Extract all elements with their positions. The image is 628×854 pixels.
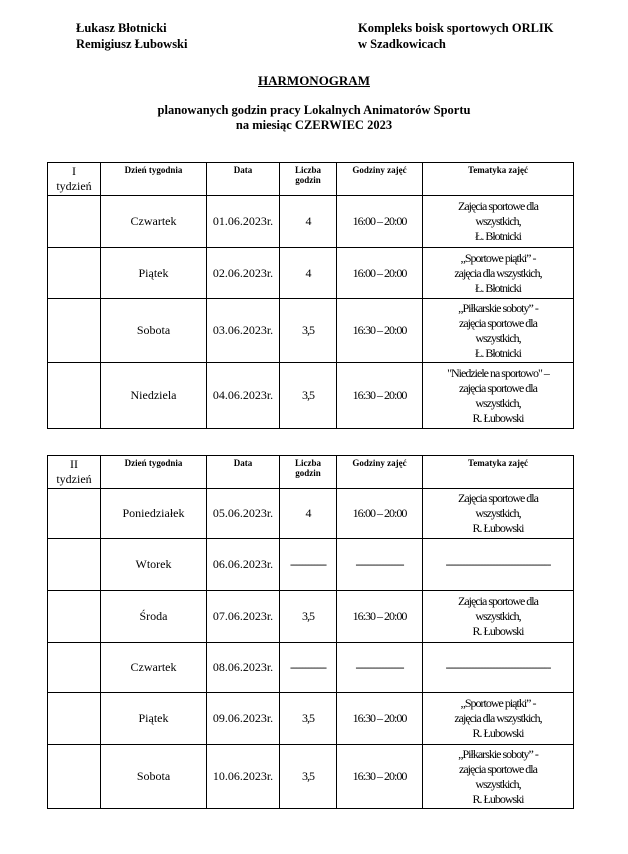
cell-hours: 3,5	[280, 299, 337, 363]
topic-line: R. Łubowski	[472, 726, 524, 740]
cell-time: 16:30 – 20:00	[337, 299, 423, 363]
author-names	[76, 20, 187, 52]
week-label-spacer	[48, 489, 101, 539]
column-header: Liczba godzin	[280, 456, 337, 489]
cell-time: ----------------	[337, 643, 423, 693]
topic-line: -----------------------------------	[445, 557, 551, 571]
cell-time: 16:30 – 20:00	[337, 693, 423, 745]
cell-day: Wtorek	[101, 539, 207, 591]
cell-time: 16:00 – 20:00	[337, 248, 423, 299]
cell-day: Niedziela	[101, 363, 207, 429]
cell-topic	[423, 489, 574, 539]
facility-line: w Szadkowicach	[358, 37, 446, 51]
facility-name	[358, 20, 554, 52]
topic-line: „Sportowe piątki” -	[460, 250, 536, 265]
topic-line: wszystkich,	[475, 506, 521, 520]
cell-topic	[423, 248, 574, 299]
topic-line: wszystkich,	[475, 330, 521, 345]
cell-day: Środa	[101, 591, 207, 643]
topic-line: zajęcia sportowe dla	[459, 761, 537, 776]
column-header: Godziny zajęć	[337, 163, 423, 196]
topic-line: wszystkich,	[475, 214, 521, 228]
week-label-spacer	[48, 196, 101, 248]
column-header: Liczba godzin	[280, 163, 337, 196]
cell-hours: 3,5	[280, 693, 337, 745]
topic-line: Zajęcia sportowe dla	[458, 594, 538, 608]
subtitle-line: planowanych godzin pracy Lokalnych Animatorów Sportu	[157, 103, 471, 117]
week-label-spacer	[48, 643, 101, 693]
topic-line: „Sportowe piątki” -	[460, 696, 536, 710]
cell-topic	[423, 363, 574, 429]
column-header: Godziny zajęć	[337, 456, 423, 489]
cell-day: Sobota	[101, 299, 207, 363]
cell-date: 05.06.2023r.	[207, 489, 280, 539]
week-2-schedule-table	[47, 455, 574, 809]
column-header: Data	[207, 163, 280, 196]
week-label-spacer	[48, 693, 101, 745]
topic-line: zajęcia sportowe dla	[459, 315, 537, 330]
cell-day: Sobota	[101, 745, 207, 809]
cell-hours: 3,5	[280, 591, 337, 643]
document-subtitle	[0, 103, 628, 133]
column-header: Tematyka zajęć	[423, 163, 574, 196]
week-1-schedule-table	[47, 162, 574, 429]
column-header: Dzień tygodnia	[101, 456, 207, 489]
column-header: Data	[207, 456, 280, 489]
topic-line: R. Łubowski	[472, 410, 524, 425]
cell-day: Piątek	[101, 248, 207, 299]
cell-day: Czwartek	[101, 643, 207, 693]
topic-line: -----------------------------------	[445, 660, 551, 674]
cell-date: 08.06.2023r.	[207, 643, 280, 693]
cell-date: 09.06.2023r.	[207, 693, 280, 745]
facility-line: Kompleks boisk sportowych ORLIK	[358, 21, 554, 35]
cell-date: 04.06.2023r.	[207, 363, 280, 429]
topic-line: zajęcia sportowe dla	[459, 380, 537, 395]
week-label-line: II	[70, 457, 78, 471]
schedule-row	[48, 539, 574, 591]
subtitle-line: na miesiąc CZERWIEC 2023	[235, 118, 393, 132]
cell-time: 16:30 – 20:00	[337, 745, 423, 809]
topic-line: Ł. Błotnicki	[475, 280, 521, 295]
header-row	[48, 163, 574, 196]
cell-time: 16:00 – 20:00	[337, 196, 423, 248]
column-header: Tematyka zajęć	[423, 456, 574, 489]
topic-line: wszystkich,	[475, 395, 521, 410]
schedule-row	[48, 745, 574, 809]
schedule-row	[48, 196, 574, 248]
topic-line: Zajęcia sportowe dla	[458, 199, 538, 213]
week-label	[48, 456, 101, 489]
cell-time: 16:30 – 20:00	[337, 591, 423, 643]
topic-line: "Niedziele na sportowo" –	[447, 365, 549, 380]
cell-hours: 3,5	[280, 745, 337, 809]
topic-line: „Piłkarskie soboty” -	[458, 746, 538, 761]
cell-topic	[423, 693, 574, 745]
week-label-line: tydzień	[56, 179, 92, 193]
author-name: Remigiusz Łubowski	[76, 37, 188, 51]
topic-line: „Piłkarskie soboty” -	[458, 300, 538, 315]
cell-topic	[423, 299, 574, 363]
column-header: Dzień tygodnia	[101, 163, 207, 196]
schedule-row	[48, 248, 574, 299]
schedule-row	[48, 693, 574, 745]
week-label-spacer	[48, 539, 101, 591]
cell-date: 02.06.2023r.	[207, 248, 280, 299]
topic-line: Zajęcia sportowe dla	[458, 491, 538, 505]
cell-hours: 3,5	[280, 363, 337, 429]
week-label-spacer	[48, 745, 101, 809]
header-row	[48, 456, 574, 489]
cell-day: Piątek	[101, 693, 207, 745]
cell-date: 01.06.2023r.	[207, 196, 280, 248]
cell-hours: ------------	[280, 643, 337, 693]
cell-date: 06.06.2023r.	[207, 539, 280, 591]
cell-topic	[423, 591, 574, 643]
cell-topic	[423, 196, 574, 248]
cell-hours: ------------	[280, 539, 337, 591]
topic-line: zajęcia dla wszystkich,	[454, 265, 542, 280]
cell-time: ----------------	[337, 539, 423, 591]
topic-line: Ł. Błotnicki	[475, 345, 521, 360]
week-label-line: I	[72, 164, 76, 178]
schedule-row	[48, 591, 574, 643]
cell-hours: 4	[280, 489, 337, 539]
week-label-line: tydzień	[56, 472, 92, 486]
topic-line: wszystkich,	[475, 776, 521, 791]
cell-hours: 4	[280, 248, 337, 299]
cell-date: 07.06.2023r.	[207, 591, 280, 643]
author-name: Łukasz Błotnicki	[76, 21, 167, 35]
schedule-row	[48, 489, 574, 539]
document-title: HARMONOGRAM	[258, 73, 370, 88]
week-label-spacer	[48, 299, 101, 363]
week-label-spacer	[48, 363, 101, 429]
topic-line: wszystkich,	[475, 609, 521, 623]
cell-topic	[423, 539, 574, 591]
week-label	[48, 163, 101, 196]
schedule-row	[48, 643, 574, 693]
topic-line: Ł. Błotnicki	[475, 229, 521, 243]
topic-line: R. Łubowski	[472, 521, 524, 535]
schedule-row	[48, 299, 574, 363]
schedule-row	[48, 363, 574, 429]
topic-line: zajęcia dla wszystkich,	[454, 711, 542, 725]
cell-time: 16:30 – 20:00	[337, 363, 423, 429]
cell-date: 03.06.2023r.	[207, 299, 280, 363]
cell-date: 10.06.2023r.	[207, 745, 280, 809]
cell-day: Poniedziałek	[101, 489, 207, 539]
topic-line: R. Łubowski	[472, 624, 524, 638]
cell-topic	[423, 745, 574, 809]
cell-day: Czwartek	[101, 196, 207, 248]
cell-time: 16:00 – 20:00	[337, 489, 423, 539]
cell-topic	[423, 643, 574, 693]
topic-line: R. Łubowski	[472, 791, 524, 806]
cell-hours: 4	[280, 196, 337, 248]
week-label-spacer	[48, 591, 101, 643]
week-label-spacer	[48, 248, 101, 299]
